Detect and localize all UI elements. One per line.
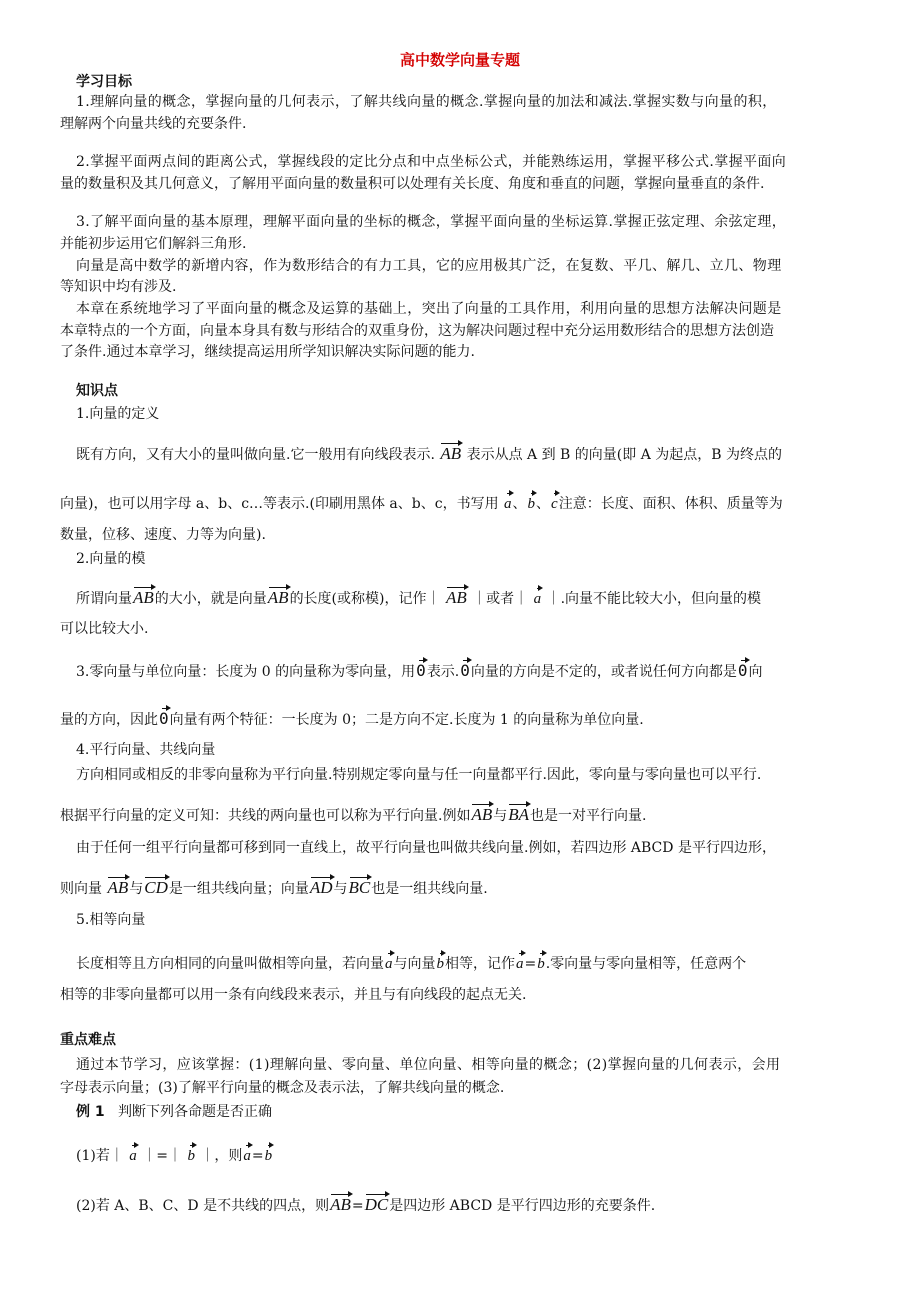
vector-BC: BC (349, 874, 371, 896)
text: .零向量与零向量相等，任意两个 (545, 956, 747, 972)
section4-line1: 方向相同或相反的非零向量称为平行向量.特别规定零向量与任一向量都平行.因此，零向量与零向量也可以平行. (76, 767, 762, 783)
page-title: 高中数学向量专题 (399, 51, 520, 69)
section2-line1 (76, 584, 761, 609)
text: 长度相等且方向相同的向量叫做相等向量，若向量 (76, 956, 384, 972)
section4-line2 (60, 801, 646, 826)
vector-AB: AB (107, 874, 128, 896)
heading-keypoints: 重点难点 (60, 1032, 116, 1048)
text: 3.零向量与单位向量：长度为 0 的向量称为零向量，用 (76, 664, 416, 680)
text: 表示从点 A 到 B 的向量(即 A 为起点，B 为终点的 (466, 447, 783, 463)
equals-sign: = (524, 956, 537, 972)
section5-line1 (76, 950, 746, 974)
vector-BA: BA (508, 801, 529, 823)
vector-b: b (437, 950, 445, 972)
text: ｜，则 (200, 1148, 243, 1164)
section2-title: 2.向量的模 (76, 551, 146, 567)
keypoints-line1: 通过本节学习，应该掌握：(1)理解向量、零向量、单位向量、相等向量的概念；(2)掌握向量的几何表示，会用 (76, 1057, 781, 1073)
text: (1)若｜ (76, 1148, 124, 1164)
text: ｜=｜ (142, 1148, 182, 1164)
vector-a: a (385, 950, 393, 972)
text: 与向量 (393, 956, 436, 972)
vector-AB: AB (440, 440, 461, 462)
text: 的长度(或称模)，记作｜ (289, 591, 441, 607)
vector-DC: DC (365, 1191, 389, 1213)
section3-line1 (76, 657, 763, 682)
separator: 、 (512, 496, 527, 512)
vector-a: a (243, 1142, 251, 1164)
text: 也是一对平行向量. (530, 808, 647, 824)
goals-p1-line2: 理解两个向量共线的充要条件. (60, 116, 247, 132)
text: 是四边形 ABCD 是平行四边形的充要条件. (389, 1198, 656, 1214)
section1-title: 1.向量的定义 (76, 406, 160, 422)
example1-q2 (76, 1191, 655, 1216)
vector-b: b (265, 1142, 273, 1164)
section5-line2: 相等的非零向量都可以用一条有向线段来表示，并且与有向线段的起点无关. (60, 987, 527, 1003)
text: 与 (129, 881, 144, 897)
goals-p5-line1: 本章在系统地学习了平面向量的概念及运算的基础上，突出了向量的工具作用，利用向量的思想方法解决问题是 (76, 301, 782, 317)
vector-AB: AB (471, 801, 492, 823)
text: 向量)，也可以用字母 a、b、c…等表示.(印刷用黑体 a、b、c，书写用 (60, 496, 499, 512)
example-label: 例 1 (76, 1104, 105, 1120)
text: (2)若 A、B、C、D 是不共线的四点，则 (76, 1198, 330, 1214)
text: 所谓向量 (76, 591, 132, 607)
heading-knowledge: 知识点 (76, 383, 118, 399)
vector-zero: 0 (416, 657, 426, 679)
example1-q1 (76, 1142, 273, 1166)
text: 注意：长度、面积、体积、质量等为 (558, 496, 783, 512)
keypoints-line2: 字母表示向量；(3)了解平行向量的概念及表示法，了解共线向量的概念. (60, 1080, 505, 1096)
goals-p5-line3: 了条件.通过本章学习，继续提高运用所学知识解决实际问题的能力. (60, 344, 475, 360)
vector-AB: AB (268, 584, 289, 606)
goals-p3-line2: 并能初步运用它们解斜三角形. (60, 236, 247, 252)
vector-AD: AD (310, 874, 333, 896)
goals-p5-line2: 本章特点的一个方面，向量本身具有数与形结合的双重身份，这为解决问题过程中充分运用数形结合的思想方法创造 (60, 323, 774, 339)
goals-p2-line1: 2.掌握平面两点间的距离公式，掌握线段的定比分点和中点坐标公式，并能熟练运用，掌握平移公式.掌握平面向 (76, 154, 787, 170)
text: 向量的方向是不定的，或者说任何方向都是 (470, 664, 737, 680)
equals-sign: = (351, 1198, 364, 1214)
goals-p3-line1: 3.了解平面向量的基本原理，理解平面向量的坐标的概念，掌握平面向量的坐标运算.掌握正弦定理、余弦定理， (76, 214, 787, 230)
vector-AB: AB (330, 1191, 351, 1213)
goals-p4-line1: 向量是高中数学的新增内容，作为数形结合的有力工具，它的应用极其广泛，在复数、平几、解几、立几、物理 (76, 258, 782, 274)
text: 向量有两个特征：一长度为 0；二是方向不定.长度为 1 的向量称为单位向量. (169, 712, 644, 728)
vector-zero: 0 (159, 705, 169, 727)
goals-p2-line2: 量的数量积及其几何意义，了解用平面向量的数量积可以处理有关长度、角度和垂直的问题，掌握向量垂直的条件. (60, 176, 765, 192)
text: 相等，记作 (445, 956, 515, 972)
vector-a: a (534, 585, 542, 607)
text: 向 (748, 664, 763, 680)
vector-a: a (516, 950, 524, 972)
text: 则向量 (60, 881, 102, 897)
vector-CD: CD (144, 874, 168, 896)
text: 与 (333, 881, 348, 897)
section1-line2 (60, 490, 783, 514)
vector-zero: 0 (460, 657, 470, 679)
text: 判断下列各命题是否正确 (117, 1104, 272, 1120)
text: 与 (493, 808, 508, 824)
vector-c: c (551, 490, 558, 512)
text: 量的方向，因此 (60, 712, 158, 728)
text: 表示. (426, 664, 460, 680)
goals-p1-line1: 1.理解向量的概念，掌握向量的几何表示，了解共线向量的概念.掌握向量的加法和减法.掌握实数与向量的积， (76, 94, 777, 110)
text: 根据平行向量的定义可知：共线的两向量也可以称为平行向量.例如 (60, 808, 471, 824)
text: ｜.向量不能比较大小，但向量的模 (546, 591, 762, 607)
text: 是一组共线向量；向量 (168, 881, 309, 897)
text: 的大小，就是向量 (154, 591, 267, 607)
text: ｜或者｜ (472, 591, 529, 607)
section5-title: 5.相等向量 (76, 912, 146, 928)
example1-title (76, 1102, 272, 1122)
vector-b: b (537, 950, 545, 972)
vector-a: a (504, 490, 512, 512)
text: 既有方向，又有大小的量叫做向量.它一般用有向线段表示. (76, 447, 435, 463)
section2-line2: 可以比较大小. (60, 621, 149, 637)
vector-zero: 0 (738, 657, 748, 679)
section4-title: 4.平行向量、共线向量 (76, 742, 216, 758)
vector-a: a (129, 1142, 137, 1164)
section4-line4 (60, 874, 488, 899)
heading-goals: 学习目标 (76, 74, 132, 90)
section1-line1 (76, 440, 782, 465)
section1-line3: 数量，位移、速度、力等为向量). (60, 527, 266, 543)
vector-AB: AB (446, 584, 467, 606)
text: 也是一组共线向量. (371, 881, 488, 897)
vector-b: b (528, 490, 536, 512)
vector-b: b (187, 1142, 195, 1164)
vector-AB: AB (133, 584, 154, 606)
equals-sign: = (251, 1148, 264, 1164)
section4-line3: 由于任何一组平行向量都可移到同一直线上，故平行向量也叫做共线向量.例如，若四边形 ABCD 是平行四边形， (76, 840, 776, 856)
goals-p4-line2: 等知识中均有涉及. (60, 279, 177, 295)
section3-line2 (60, 705, 644, 730)
separator: 、 (536, 496, 551, 512)
